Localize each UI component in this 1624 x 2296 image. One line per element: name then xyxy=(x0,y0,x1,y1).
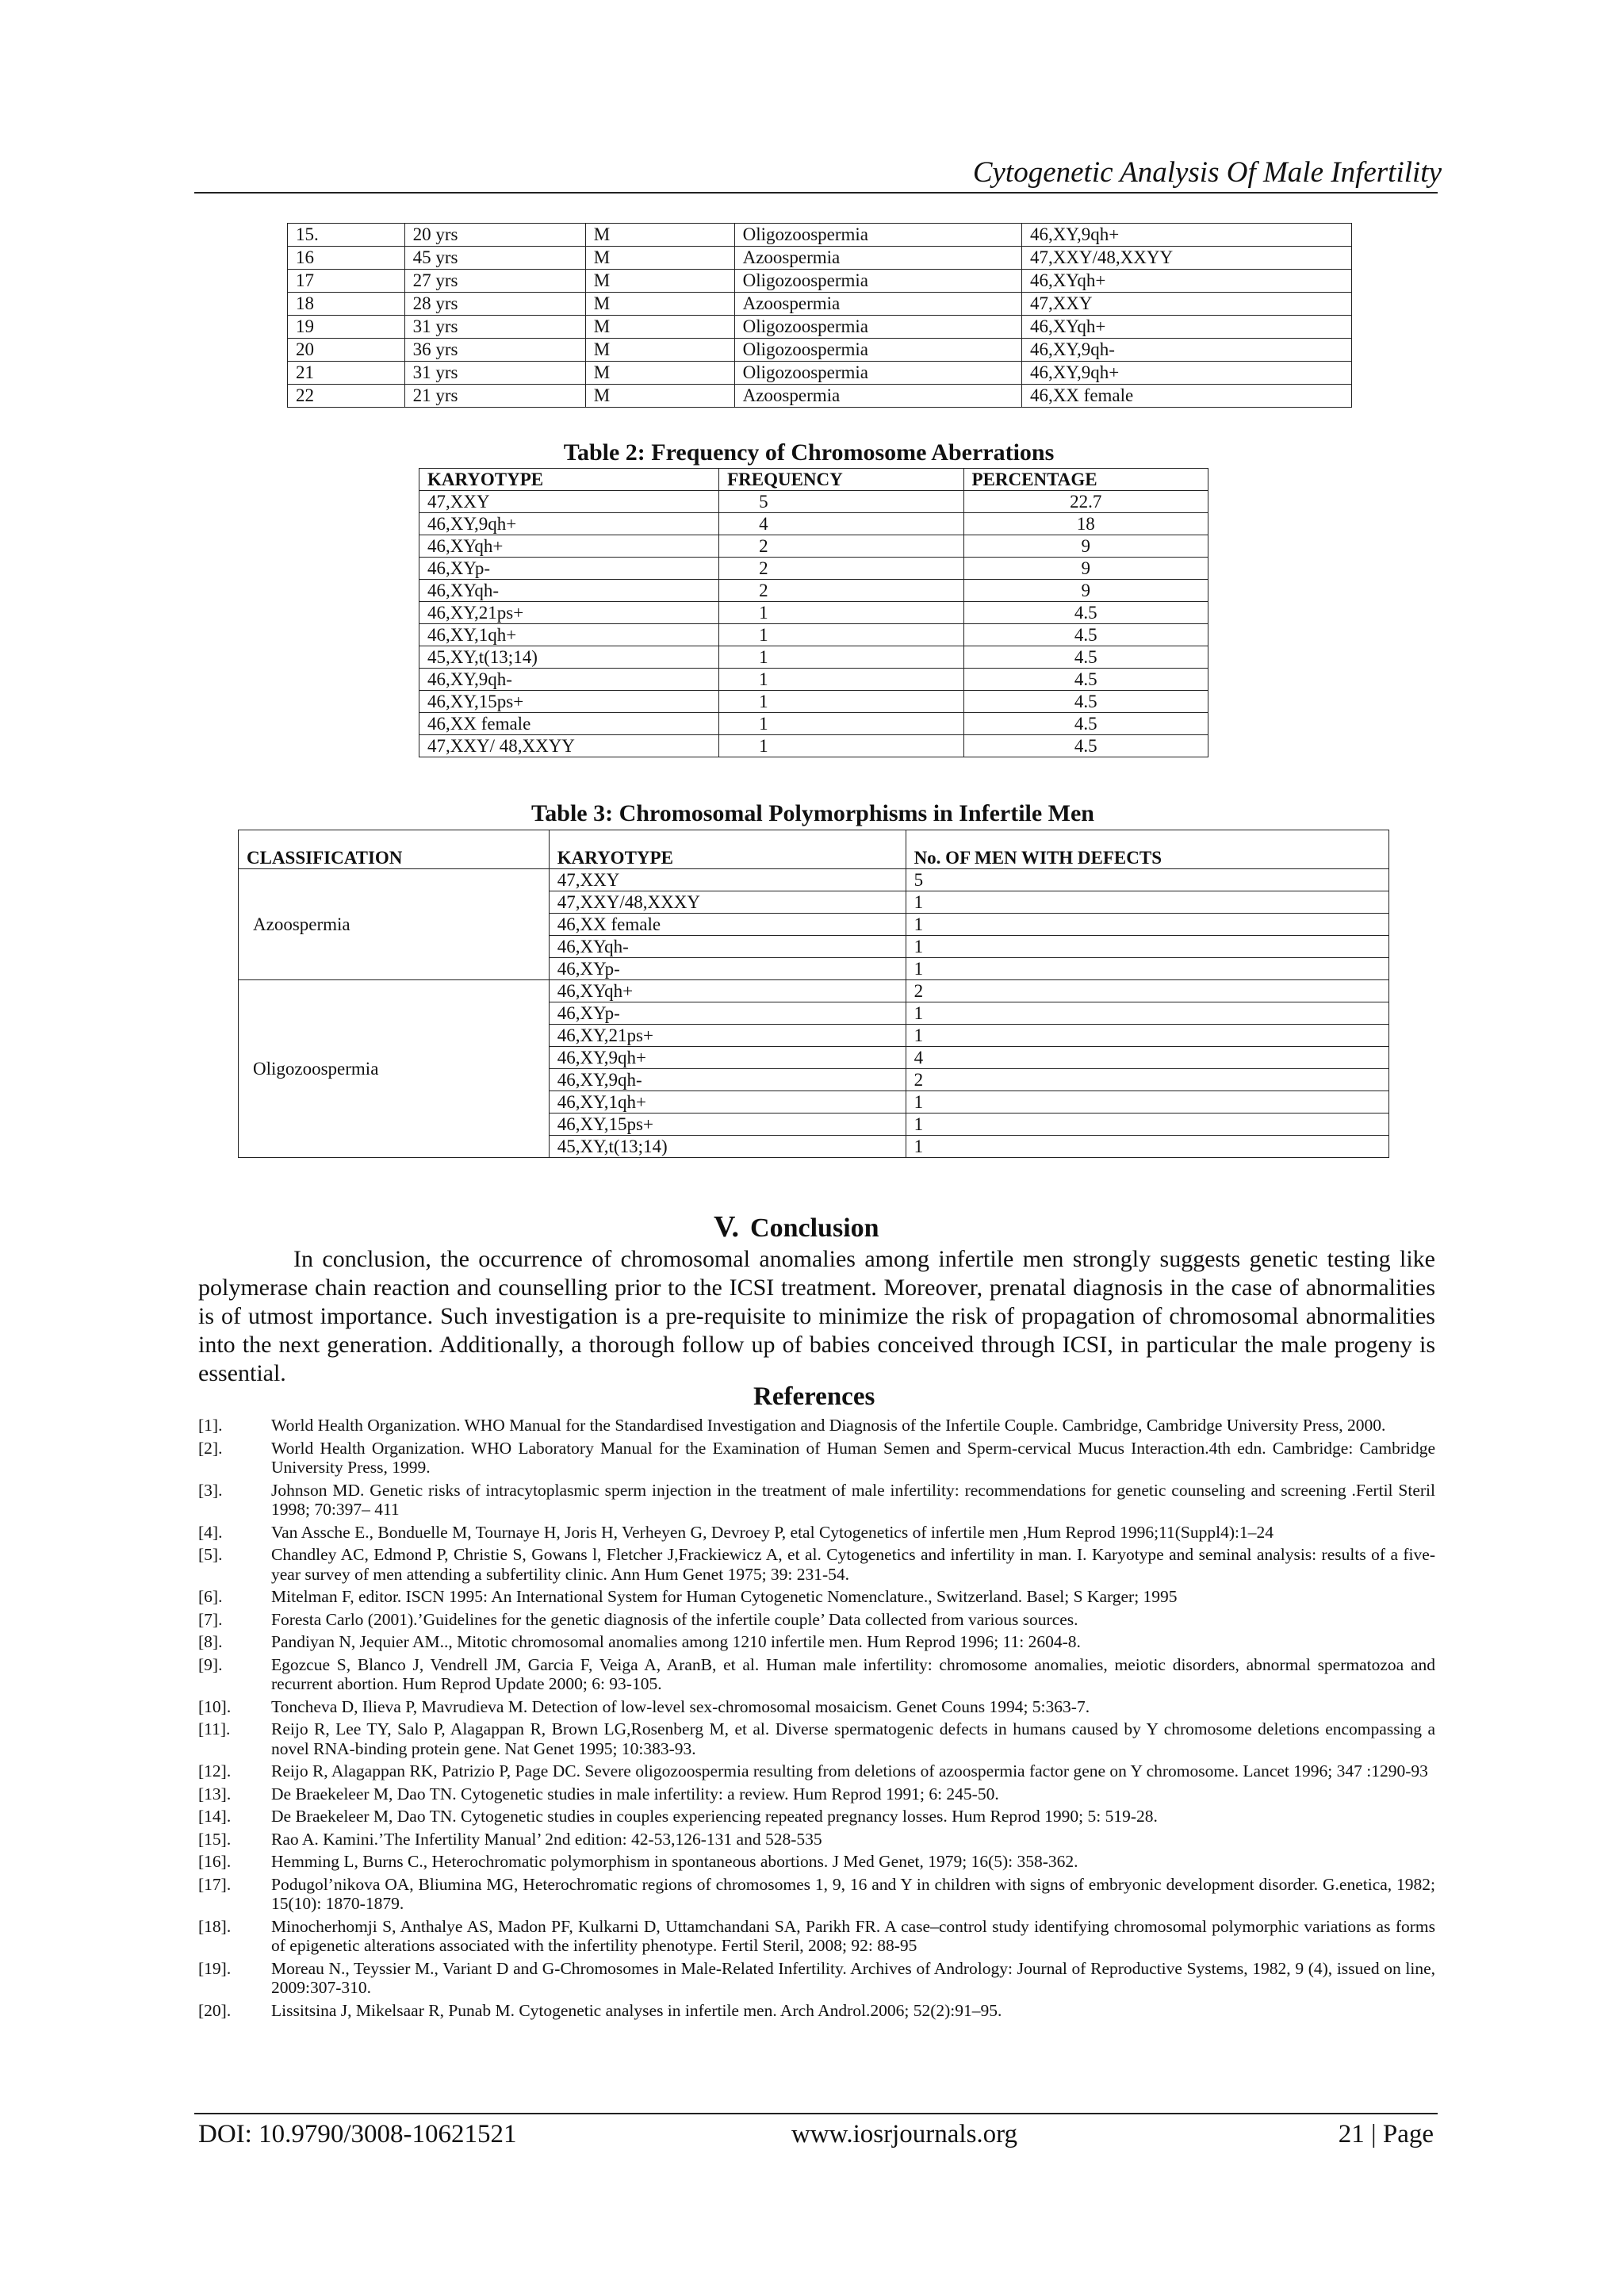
table-3-caption: Table 3: Chromosomal Polymorphisms in Infertile Men xyxy=(531,800,1094,826)
reference-number: [9]. xyxy=(198,1654,223,1674)
reference-item xyxy=(198,1959,1435,1998)
table-cell: 18 xyxy=(288,293,405,316)
table-cell: 2 xyxy=(906,1069,1388,1091)
reference-number: [3]. xyxy=(198,1480,223,1500)
reference-text: Reijo R, Alagappan RK, Patrizio P, Page DC. Severe oligozoospermia resulting from deletions of azoospermia factor gene on Y chromosome. Lancet 1996; 347 :1290-93 xyxy=(271,1761,1428,1780)
reference-number: [13]. xyxy=(198,1784,232,1803)
reference-number: [5]. xyxy=(198,1545,223,1564)
table-cell: 5 xyxy=(719,491,963,513)
table-cell: 4.5 xyxy=(963,602,1208,624)
table-row xyxy=(419,535,1208,558)
reference-item xyxy=(198,1523,1435,1543)
table-cell: 2 xyxy=(906,980,1388,1002)
table-cell: 15. xyxy=(288,224,405,247)
table-cell: 20 yrs xyxy=(404,224,585,247)
table-cell: Oligozoospermia xyxy=(734,339,1021,362)
table-cell: 47,XXY xyxy=(1021,293,1351,316)
table-row xyxy=(419,713,1208,735)
reference-number: [15]. xyxy=(198,1829,232,1849)
reference-item xyxy=(198,1719,1435,1758)
table-cell: 47,XXY/ 48,XXYY xyxy=(419,735,719,757)
table-3-header: No. OF MEN WITH DEFECTS xyxy=(906,830,1388,869)
table-cell: 2 xyxy=(719,558,963,580)
reference-list xyxy=(198,1416,1435,2023)
table-cell: 46,XY,21ps+ xyxy=(549,1025,906,1047)
reference-text: Egozcue S, Blanco J, Vendrell JM, Garcia F, Veiga A, AranB, et al. Human male infertility: chromosome anomalies, meiotic disorders, abnormal spermatozoa and recurrent abortion. Hum Reprod Update 2000; 6: 93-105. xyxy=(271,1654,1435,1693)
table-cell: 1 xyxy=(906,891,1388,914)
table-cell: 46,XY,15ps+ xyxy=(549,1114,906,1136)
table-cell: 9 xyxy=(963,580,1208,602)
table-cell: 47,XXY/48,XXYY xyxy=(1021,247,1351,270)
table-cell: Oligozoospermia xyxy=(734,224,1021,247)
table-cell: 46,XY,9qh- xyxy=(549,1069,906,1091)
table-cell: 1 xyxy=(719,713,963,735)
reference-item xyxy=(198,1416,1435,1435)
table-cell: 18 xyxy=(963,513,1208,535)
table-row xyxy=(288,293,1352,316)
reference-number: [4]. xyxy=(198,1522,223,1542)
table-cell: 1 xyxy=(906,1091,1388,1114)
table-cell: 36 yrs xyxy=(404,339,585,362)
table-cell: 46,XYqh- xyxy=(419,580,719,602)
reference-text: Minocherhomji S, Anthalye AS, Madon PF, Kulkarni D, Uttamchandani SA, Parikh FR. A case–control study identifying chromosomal polymorphic variations as forms of epigenetic alterations associated with the infertility phenotype. Fertil Steril, 2008; 92: 88-95 xyxy=(271,1916,1435,1955)
references-heading: References xyxy=(753,1382,875,1411)
conclusion-paragraph xyxy=(198,1245,1435,1388)
header-rule xyxy=(194,192,1438,194)
table-row xyxy=(288,224,1352,247)
table-cell: 1 xyxy=(906,958,1388,980)
table-cell: 9 xyxy=(963,535,1208,558)
reference-item xyxy=(198,1587,1435,1607)
reference-text: Moreau N., Teyssier M., Variant D and G-Chromosomes in Male-Related Infertility. Archives of Andrology: Journal of Reproductive Systems, 1982, 9 (4), issued on line, 2009:307-310. xyxy=(271,1958,1435,1997)
table-2-header: PERCENTAGE xyxy=(963,469,1208,491)
table-cell: 45,XY,t(13;14) xyxy=(549,1136,906,1158)
table-3-header: KARYOTYPE xyxy=(549,830,906,869)
table-2-header: FREQUENCY xyxy=(719,469,963,491)
table-cell: 46,XY,1qh+ xyxy=(419,624,719,646)
table-cell: 4.5 xyxy=(963,669,1208,691)
table-cell: 31 yrs xyxy=(404,362,585,385)
reference-item xyxy=(198,1761,1435,1781)
reference-number: [6]. xyxy=(198,1587,223,1606)
table-cell: 46,XY,9qh+ xyxy=(549,1047,906,1069)
table-cell: 1 xyxy=(719,735,963,757)
table-row xyxy=(419,669,1208,691)
table-cell: 46,XYqh+ xyxy=(1021,270,1351,293)
table-cell: 46,XYqh+ xyxy=(419,535,719,558)
reference-item xyxy=(198,1917,1435,1956)
reference-text: Johnson MD. Genetic risks of intracytoplasmic sperm injection in the treatment of male infertility: recommendations for genetic counseling and screening .Fertil Steril 1998; 70:397– 411 xyxy=(271,1480,1435,1519)
reference-number: [20]. xyxy=(198,2000,232,2020)
table-1-continued xyxy=(287,223,1352,408)
table-cell: 47,XXY xyxy=(419,491,719,513)
running-title: Cytogenetic Analysis Of Male Infertility xyxy=(972,156,1442,189)
table-row xyxy=(419,491,1208,513)
reference-text: De Braekeleer M, Dao TN. Cytogenetic studies in male infertility: a review. Hum Reprod 1991; 6: 245-50. xyxy=(271,1784,999,1803)
table-cell: 16 xyxy=(288,247,405,270)
reference-text: World Health Organization. WHO Manual for the Standardised Investigation and Diagnosis of the Infertile Couple. Cambridge, Cambridge University Press, 2000. xyxy=(271,1416,1386,1435)
table-cell: 19 xyxy=(288,316,405,339)
table-row xyxy=(419,624,1208,646)
reference-item xyxy=(198,1830,1435,1849)
table-cell: Oligozoospermia xyxy=(734,362,1021,385)
table-row xyxy=(239,869,1389,891)
table-2-header: KARYOTYPE xyxy=(419,469,719,491)
table-cell: 47,XXY xyxy=(549,869,906,891)
reference-item xyxy=(198,1784,1435,1804)
table-row xyxy=(288,385,1352,408)
table-cell: 1 xyxy=(719,646,963,669)
table-cell: 9 xyxy=(963,558,1208,580)
classification-cell: Oligozoospermia xyxy=(239,980,550,1158)
table-cell: 46,XX female xyxy=(1021,385,1351,408)
table-cell: M xyxy=(585,270,734,293)
reference-item xyxy=(198,1439,1435,1478)
table-3 xyxy=(238,830,1389,1158)
table-cell: 1 xyxy=(719,624,963,646)
table-cell: 4 xyxy=(719,513,963,535)
footer-rule xyxy=(194,2113,1438,2114)
table-cell: 4.5 xyxy=(963,735,1208,757)
reference-number: [11]. xyxy=(198,1719,231,1738)
table-row xyxy=(419,513,1208,535)
table-row xyxy=(419,691,1208,713)
reference-text: Chandley AC, Edmond P, Christie S, Gowans l, Fletcher J,Frackiewicz A, et al. Cytogenetics and infertility in man. I. Karyotype and seminal analysis: results of a five-year survey of men attending a subfertility clinic. Ann Hum Genet 1975; 39: 231-54. xyxy=(271,1545,1435,1584)
table-cell: 1 xyxy=(719,669,963,691)
reference-number: [18]. xyxy=(198,1916,232,1936)
reference-number: [7]. xyxy=(198,1609,223,1629)
table-cell: 5 xyxy=(906,869,1388,891)
table-cell: Azoospermia xyxy=(734,385,1021,408)
table-cell: 46,XYp- xyxy=(549,1002,906,1025)
conclusion-text: In conclusion, the occurrence of chromosomal anomalies among infertile men strongly suggests genetic testing like polymerase chain reaction and counselling prior to the ICSI treatment. Moreover, prenatal diagnosis in the case of abnormalities is of utmost importance. Such investigation is a pre-requisite to minimize the risk of propagation of chromosomal abnormalities into the next generation. Additionally, a thorough follow up of babies conceived through ICSI, in particular the male progeny is essential. xyxy=(198,1246,1435,1386)
table-cell: 22 xyxy=(288,385,405,408)
table-row xyxy=(288,270,1352,293)
reference-item xyxy=(198,1807,1435,1826)
table-cell: M xyxy=(585,316,734,339)
table-cell: 1 xyxy=(906,936,1388,958)
table-cell: 46,XYp- xyxy=(549,958,906,980)
table-row xyxy=(288,247,1352,270)
table-cell: M xyxy=(585,293,734,316)
table-row xyxy=(419,558,1208,580)
reference-number: [12]. xyxy=(198,1761,232,1780)
table-cell: Azoospermia xyxy=(734,293,1021,316)
table-cell: M xyxy=(585,247,734,270)
table-cell: 46,XYqh- xyxy=(549,936,906,958)
table-row xyxy=(288,362,1352,385)
table-cell: 46,XY,1qh+ xyxy=(549,1091,906,1114)
table-cell: 21 xyxy=(288,362,405,385)
reference-text: Lissitsina J, Mikelsaar R, Punab M. Cytogenetic analyses in infertile men. Arch Androl.2006; 52(2):91–95. xyxy=(271,2000,1002,2020)
reference-text: Podugol’nikova OA, Bliumina MG, Heterochromatic regions of chromosomes 1, 9, 16 and Y in children with signs of embryonic development disorder. G.enetica, 1982; 15(10): 1870-1879. xyxy=(271,1874,1435,1913)
table-cell: 46,XY,21ps+ xyxy=(419,602,719,624)
table-cell: 46,XYp- xyxy=(419,558,719,580)
table-cell: M xyxy=(585,224,734,247)
table-cell: 46,XX female xyxy=(549,914,906,936)
table-cell: 46,XX female xyxy=(419,713,719,735)
table-cell: 47,XXY/48,XXXY xyxy=(549,891,906,914)
reference-text: Hemming L, Burns C., Heterochromatic polymorphism in spontaneous abortions. J Med Genet, 1979; 16(5): 358-362. xyxy=(271,1852,1078,1871)
reference-text: Pandiyan N, Jequier AM.., Mitotic chromosomal anomalies among 1210 infertile men. Hum Reprod 1996; 11: 2604-8. xyxy=(271,1632,1081,1651)
table-cell: 4.5 xyxy=(963,713,1208,735)
table-cell: Azoospermia xyxy=(734,247,1021,270)
reference-number: [2]. xyxy=(198,1438,223,1458)
reference-number: [17]. xyxy=(198,1874,232,1894)
table-2 xyxy=(419,468,1208,757)
classification-cell: Azoospermia xyxy=(239,869,550,980)
table-row xyxy=(419,602,1208,624)
table-cell: 31 yrs xyxy=(404,316,585,339)
table-cell: 22.7 xyxy=(963,491,1208,513)
reference-number: [10]. xyxy=(198,1696,232,1716)
table-cell: 4.5 xyxy=(963,624,1208,646)
reference-item xyxy=(198,1852,1435,1872)
section-number: V. xyxy=(714,1210,740,1244)
table-cell: 1 xyxy=(719,602,963,624)
table-cell: 27 yrs xyxy=(404,270,585,293)
table-cell: 1 xyxy=(906,1025,1388,1047)
table-row xyxy=(239,980,1389,1002)
table-cell: 2 xyxy=(719,580,963,602)
table-row xyxy=(419,735,1208,757)
table-cell: 46,XY,9qh+ xyxy=(1021,362,1351,385)
reference-text: Van Assche E., Bonduelle M, Tournaye H, Joris H, Verheyen G, Devroey P, etal Cytogenetics of infertile men ,Hum Reprod 1996;11(Suppl4):1–24 xyxy=(271,1522,1274,1542)
reference-text: Rao A. Kamini.’The Infertility Manual’ 2nd edition: 42-53,126-131 and 528-535 xyxy=(271,1829,822,1849)
table-cell: 1 xyxy=(906,914,1388,936)
table-cell: 4 xyxy=(906,1047,1388,1069)
table-2-caption: Table 2: Frequency of Chromosome Aberrations xyxy=(563,439,1055,466)
section-title: Conclusion xyxy=(750,1213,879,1243)
table-cell: M xyxy=(585,385,734,408)
reference-text: Foresta Carlo (2001).’Guidelines for the genetic diagnosis of the infertile couple’ Data collected from various sources. xyxy=(271,1609,1078,1629)
reference-number: [19]. xyxy=(198,1958,232,1978)
reference-item xyxy=(198,1632,1435,1652)
table-cell: 46,XY,9qh- xyxy=(1021,339,1351,362)
reference-number: [8]. xyxy=(198,1632,223,1651)
table-cell: Oligozoospermia xyxy=(734,316,1021,339)
table-row xyxy=(419,580,1208,602)
reference-text: Reijo R, Lee TY, Salo P, Alagappan R, Brown LG,Rosenberg M, et al. Diverse spermatogenic defects in humans caused by Y chromosome deletions encompassing a novel RNA-binding protein gene. Nat Genet 1995; 10:383-93. xyxy=(271,1719,1435,1758)
reference-number: [16]. xyxy=(198,1852,232,1871)
table-cell: 1 xyxy=(906,1002,1388,1025)
table-row xyxy=(288,316,1352,339)
table-cell: Oligozoospermia xyxy=(734,270,1021,293)
table-row xyxy=(419,646,1208,669)
conclusion-heading xyxy=(714,1209,879,1244)
table-cell: 46,XYqh+ xyxy=(549,980,906,1002)
table-cell: 46,XY,9qh+ xyxy=(1021,224,1351,247)
table-cell: 46,XY,9qh+ xyxy=(419,513,719,535)
reference-item xyxy=(198,1655,1435,1694)
table-cell: 4.5 xyxy=(963,691,1208,713)
footer-page-number: 21 | Page xyxy=(1338,2120,1434,2148)
table-cell: 45 yrs xyxy=(404,247,585,270)
reference-item xyxy=(198,1481,1435,1520)
table-cell: 28 yrs xyxy=(404,293,585,316)
table-cell: 17 xyxy=(288,270,405,293)
table-cell: M xyxy=(585,362,734,385)
table-cell: M xyxy=(585,339,734,362)
table-cell: 20 xyxy=(288,339,405,362)
table-cell: 2 xyxy=(719,535,963,558)
table-cell: 1 xyxy=(906,1114,1388,1136)
reference-text: De Braekeleer M, Dao TN. Cytogenetic studies in couples experiencing repeated pregnancy losses. Hum Reprod 1990; 5: 519-28. xyxy=(271,1807,1158,1826)
table-cell: 4.5 xyxy=(963,646,1208,669)
reference-item xyxy=(198,1875,1435,1914)
reference-text: World Health Organization. WHO Laboratory Manual for the Examination of Human Semen and Sperm-cervical Mucus Interaction.4th edn. Cambridge: Cambridge University Press, 1999. xyxy=(271,1438,1435,1477)
table-cell: 46,XY,15ps+ xyxy=(419,691,719,713)
reference-text: Toncheva D, Ilieva P, Mavrudieva M. Detection of low-level sex-chromosomal mosaicism. Genet Couns 1994; 5:363-7. xyxy=(271,1696,1090,1716)
footer-website: www.iosrjournals.org xyxy=(791,2120,1018,2148)
reference-text: Mitelman F, editor. ISCN 1995: An International System for Human Cytogenetic Nomenclature., Switzerland. Basel; S Karger; 1995 xyxy=(271,1587,1178,1606)
table-cell: 1 xyxy=(719,691,963,713)
table-cell: 46,XY,9qh- xyxy=(419,669,719,691)
table-cell: 45,XY,t(13;14) xyxy=(419,646,719,669)
reference-item xyxy=(198,1697,1435,1717)
table-cell: 1 xyxy=(906,1136,1388,1158)
table-3-header: CLASSIFICATION xyxy=(239,830,550,869)
reference-item xyxy=(198,1545,1435,1584)
reference-item xyxy=(198,2001,1435,2021)
reference-number: [1]. xyxy=(198,1416,223,1435)
reference-item xyxy=(198,1610,1435,1630)
table-cell: 21 yrs xyxy=(404,385,585,408)
reference-number: [14]. xyxy=(198,1807,232,1826)
footer-doi: DOI: 10.9790/3008-10621521 xyxy=(198,2120,517,2148)
table-row xyxy=(288,339,1352,362)
table-cell: 46,XYqh+ xyxy=(1021,316,1351,339)
